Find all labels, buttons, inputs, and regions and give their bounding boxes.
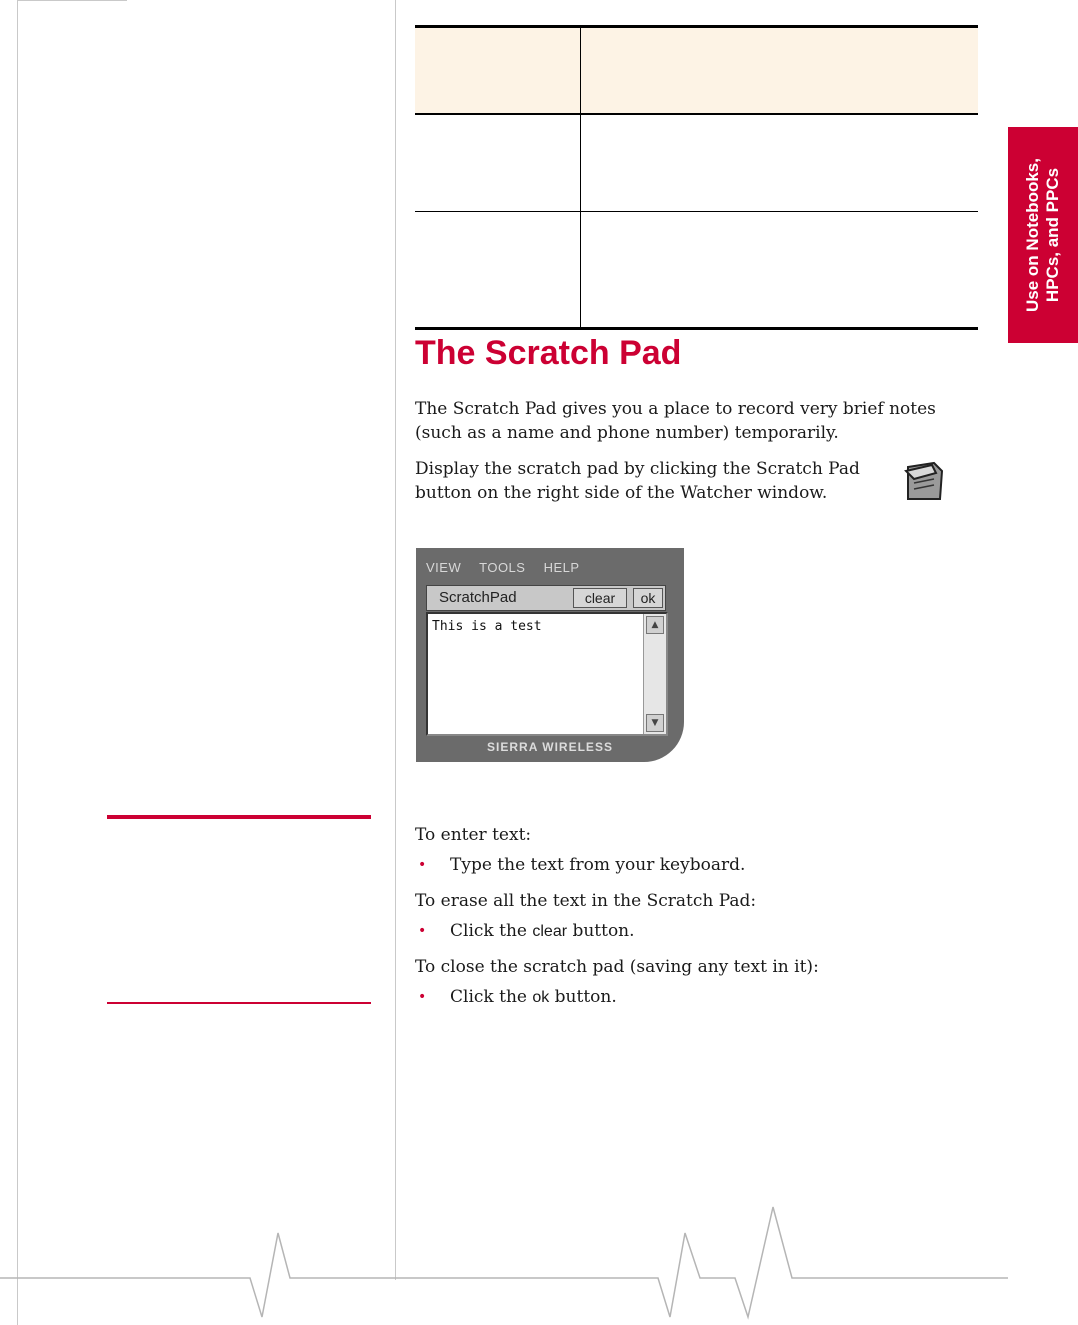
step-text: Click the: [450, 987, 527, 1007]
table-column-divider: [580, 28, 581, 327]
close-pad-intro: To close the scratch pad (saving any text in it):: [415, 957, 819, 977]
table-header-row: [415, 28, 978, 113]
column-divider-line: [395, 0, 396, 1280]
table-row-rule: [415, 211, 978, 212]
table-top-rule: [415, 25, 978, 28]
chapter-side-tab-label: Use on Notebooks, HPCs, and PPCs: [1023, 158, 1062, 312]
info-table: [415, 25, 978, 306]
clear-ui-label: clear: [532, 923, 568, 940]
sidebar-top-rule: [107, 815, 371, 819]
scratchpad-window-screenshot: [416, 548, 686, 762]
left-margin-line: [17, 0, 18, 1325]
scratch-pad-icon[interactable]: [900, 459, 946, 503]
step-text: button.: [572, 921, 635, 941]
bullet-icon: •: [418, 857, 427, 873]
scroll-up-arrow-icon[interactable]: ▲: [646, 616, 664, 634]
scroll-down-arrow-icon[interactable]: ▼: [646, 714, 664, 732]
scratchpad-title: ScratchPad: [439, 589, 517, 606]
sidebar-bottom-rule: [107, 1002, 371, 1004]
step-text: button.: [554, 987, 617, 1007]
scrollbar[interactable]: [643, 614, 666, 734]
footer-pulse-line: [0, 1195, 1078, 1325]
display-paragraph: Display the scratch pad by clicking the Scratch Pad button on the right side of the Watcher window.: [415, 459, 860, 503]
menu-bar: [426, 560, 594, 575]
menu-view[interactable]: VIEW: [426, 560, 462, 575]
menu-help[interactable]: HELP: [543, 560, 580, 575]
intro-paragraph: The Scratch Pad gives you a place to record very brief notes (such as a name and phone number) temporarily.: [415, 399, 936, 443]
scratchpad-titlebar: [426, 585, 666, 611]
step-text: Click the: [450, 921, 527, 941]
ok-ui-label: ok: [532, 989, 550, 1006]
top-left-rule: [17, 0, 127, 1]
table-bottom-rule: [415, 327, 978, 330]
erase-text-intro: To erase all the text in the Scratch Pad:: [415, 891, 757, 911]
scratchpad-content: This is a test: [432, 619, 542, 634]
brand-logo-text: SIERRA WIRELESS: [487, 740, 613, 754]
chapter-side-tab[interactable]: [1008, 127, 1078, 343]
scratchpad-textarea[interactable]: [426, 612, 668, 736]
bullet-icon: •: [418, 923, 427, 939]
table-header-rule: [415, 113, 978, 115]
close-pad-step: [450, 985, 617, 1010]
menu-tools[interactable]: TOOLS: [479, 560, 526, 575]
clear-button[interactable]: clear: [573, 588, 627, 608]
ok-button[interactable]: ok: [633, 588, 663, 608]
bullet-icon: •: [418, 989, 427, 1005]
enter-text-intro: To enter text:: [415, 825, 532, 845]
enter-text-step: Type the text from your keyboard.: [450, 855, 746, 875]
section-heading: The Scratch Pad: [415, 334, 682, 372]
erase-text-step: [450, 919, 635, 944]
